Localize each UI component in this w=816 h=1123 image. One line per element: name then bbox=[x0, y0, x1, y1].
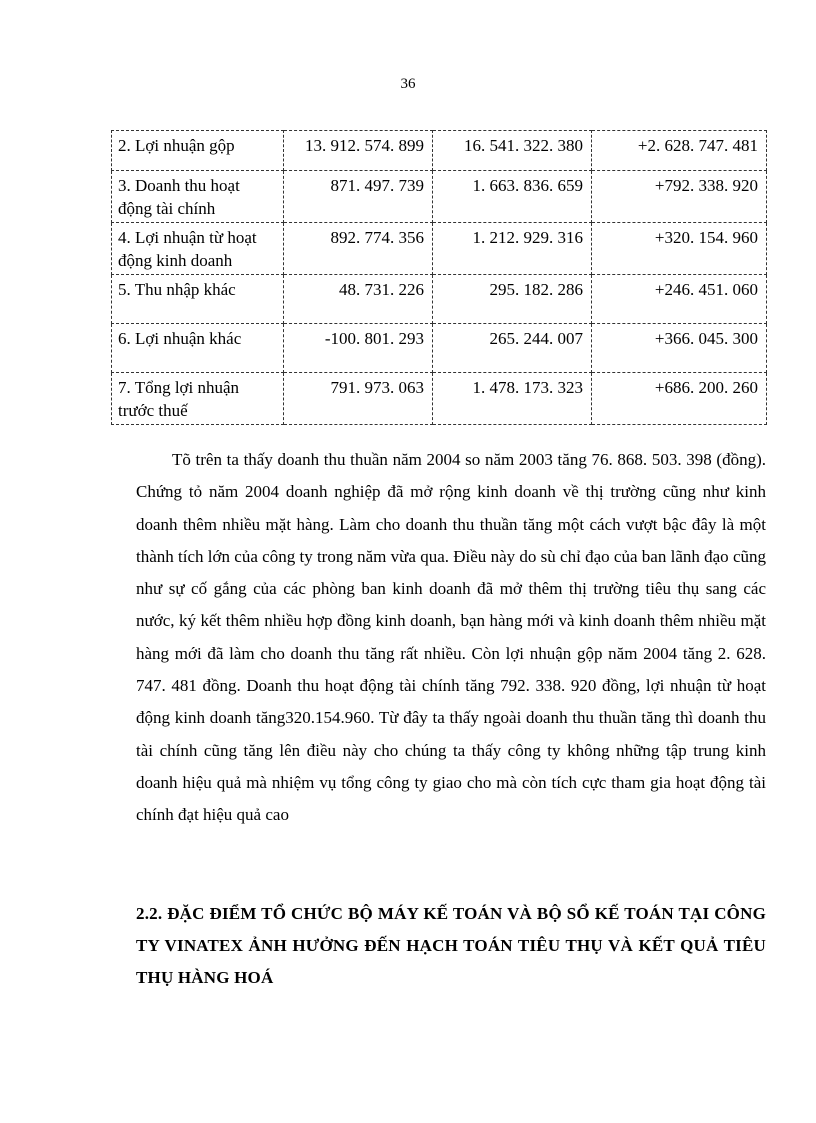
value-2004: 1. 212. 929. 316 bbox=[433, 223, 592, 275]
table-row bbox=[112, 171, 767, 223]
row-label: 2. Lợi nhuận gộp bbox=[112, 131, 284, 171]
value-2004: 16. 541. 322. 380 bbox=[433, 131, 592, 171]
value-difference: +686. 200. 260 bbox=[592, 373, 767, 425]
value-2004: 265. 244. 007 bbox=[433, 324, 592, 373]
value-2003: 791. 973. 063 bbox=[284, 373, 433, 425]
body-text: Tõ trên ta thấy doanh thu thuần năm 2004 so năm 2003 tăng 76. 868. 503. 398 (đồng). Chứng tỏ năm 2004 doanh nghiệp đã mở rộng kinh doanh về thị trường cũng như kinh doanh thêm nhiều mặt hàng. Làm cho doanh thu thuần tăng một cách vượt bậc đây là một thành tích lớn của công ty trong năm vừa qua. Điều này do sù chỉ đạo của ban lãnh đạo cũng như sự cố gắng của các phòng ban kinh doanh đã mở thêm thị trường tiêu thụ sang các nước, ký kết thêm nhiều hợp đồng kinh doanh, bạn hàng mới và kinh doanh thêm nhiều mặt hàng mới đã làm cho doanh thu tăng rất nhiều. Còn lợi nhuận gộp năm 2004 tăng 2. 628. 747. 481 đồng. Doanh thu hoạt động tài chính tăng 792. 338. 920 đồng, lợi nhuận từ hoạt động kinh doanh tăng320.154.960. Từ đây ta thấy ngoài doanh thu thuần tăng thì doanh thu tài chính cũng tăng lên điều này cho chúng ta thấy công ty không những tập trung kinh doanh hiệu quả mà nhiệm vụ tổng công ty giao cho mà còn tích cực tham gia hoạt động tài chính đạt hiệu quả cao bbox=[136, 450, 766, 825]
value-difference: +320. 154. 960 bbox=[592, 223, 767, 275]
row-label: 3. Doanh thu hoạt động tài chính bbox=[112, 171, 284, 223]
value-2003: 13. 912. 574. 899 bbox=[284, 131, 433, 171]
table-row bbox=[112, 275, 767, 324]
table-row bbox=[112, 223, 767, 275]
page-number: 36 bbox=[400, 76, 416, 92]
value-difference: +792. 338. 920 bbox=[592, 171, 767, 223]
row-label: 5. Thu nhập khác bbox=[112, 275, 284, 324]
value-2004: 1. 663. 836. 659 bbox=[433, 171, 592, 223]
value-2003: 871. 497. 739 bbox=[284, 171, 433, 223]
value-2003: 892. 774. 356 bbox=[284, 223, 433, 275]
value-2004: 1. 478. 173. 323 bbox=[433, 373, 592, 425]
row-label: 4. Lợi nhuận từ hoạt động kinh doanh bbox=[112, 223, 284, 275]
value-difference: +366. 045. 300 bbox=[592, 324, 767, 373]
profit-table bbox=[111, 130, 767, 425]
value-2003: 48. 731. 226 bbox=[284, 275, 433, 324]
value-difference: +2. 628. 747. 481 bbox=[592, 131, 767, 171]
body-paragraph bbox=[136, 444, 766, 832]
table-row bbox=[112, 324, 767, 373]
section-heading: 2.2. ĐẶC ĐIỂM TỔ CHỨC BỘ MÁY KẾ TOÁN VÀ BỘ SỔ KẾ TOÁN TẠI CÔNG TY VINATEX ẢNH HƯỞNG ĐẾN HẠCH TOÁN TIÊU THỤ VÀ KẾT QUẢ TIÊU THỤ HÀNG HOÁ bbox=[136, 904, 766, 987]
value-2004: 295. 182. 286 bbox=[433, 275, 592, 324]
value-2003: -100. 801. 293 bbox=[284, 324, 433, 373]
row-label: 7. Tổng lợi nhuận trước thuế bbox=[112, 373, 284, 425]
table-row bbox=[112, 373, 767, 425]
value-difference: +246. 451. 060 bbox=[592, 275, 767, 324]
row-label: 6. Lợi nhuận khác bbox=[112, 324, 284, 373]
table-row bbox=[112, 131, 767, 171]
